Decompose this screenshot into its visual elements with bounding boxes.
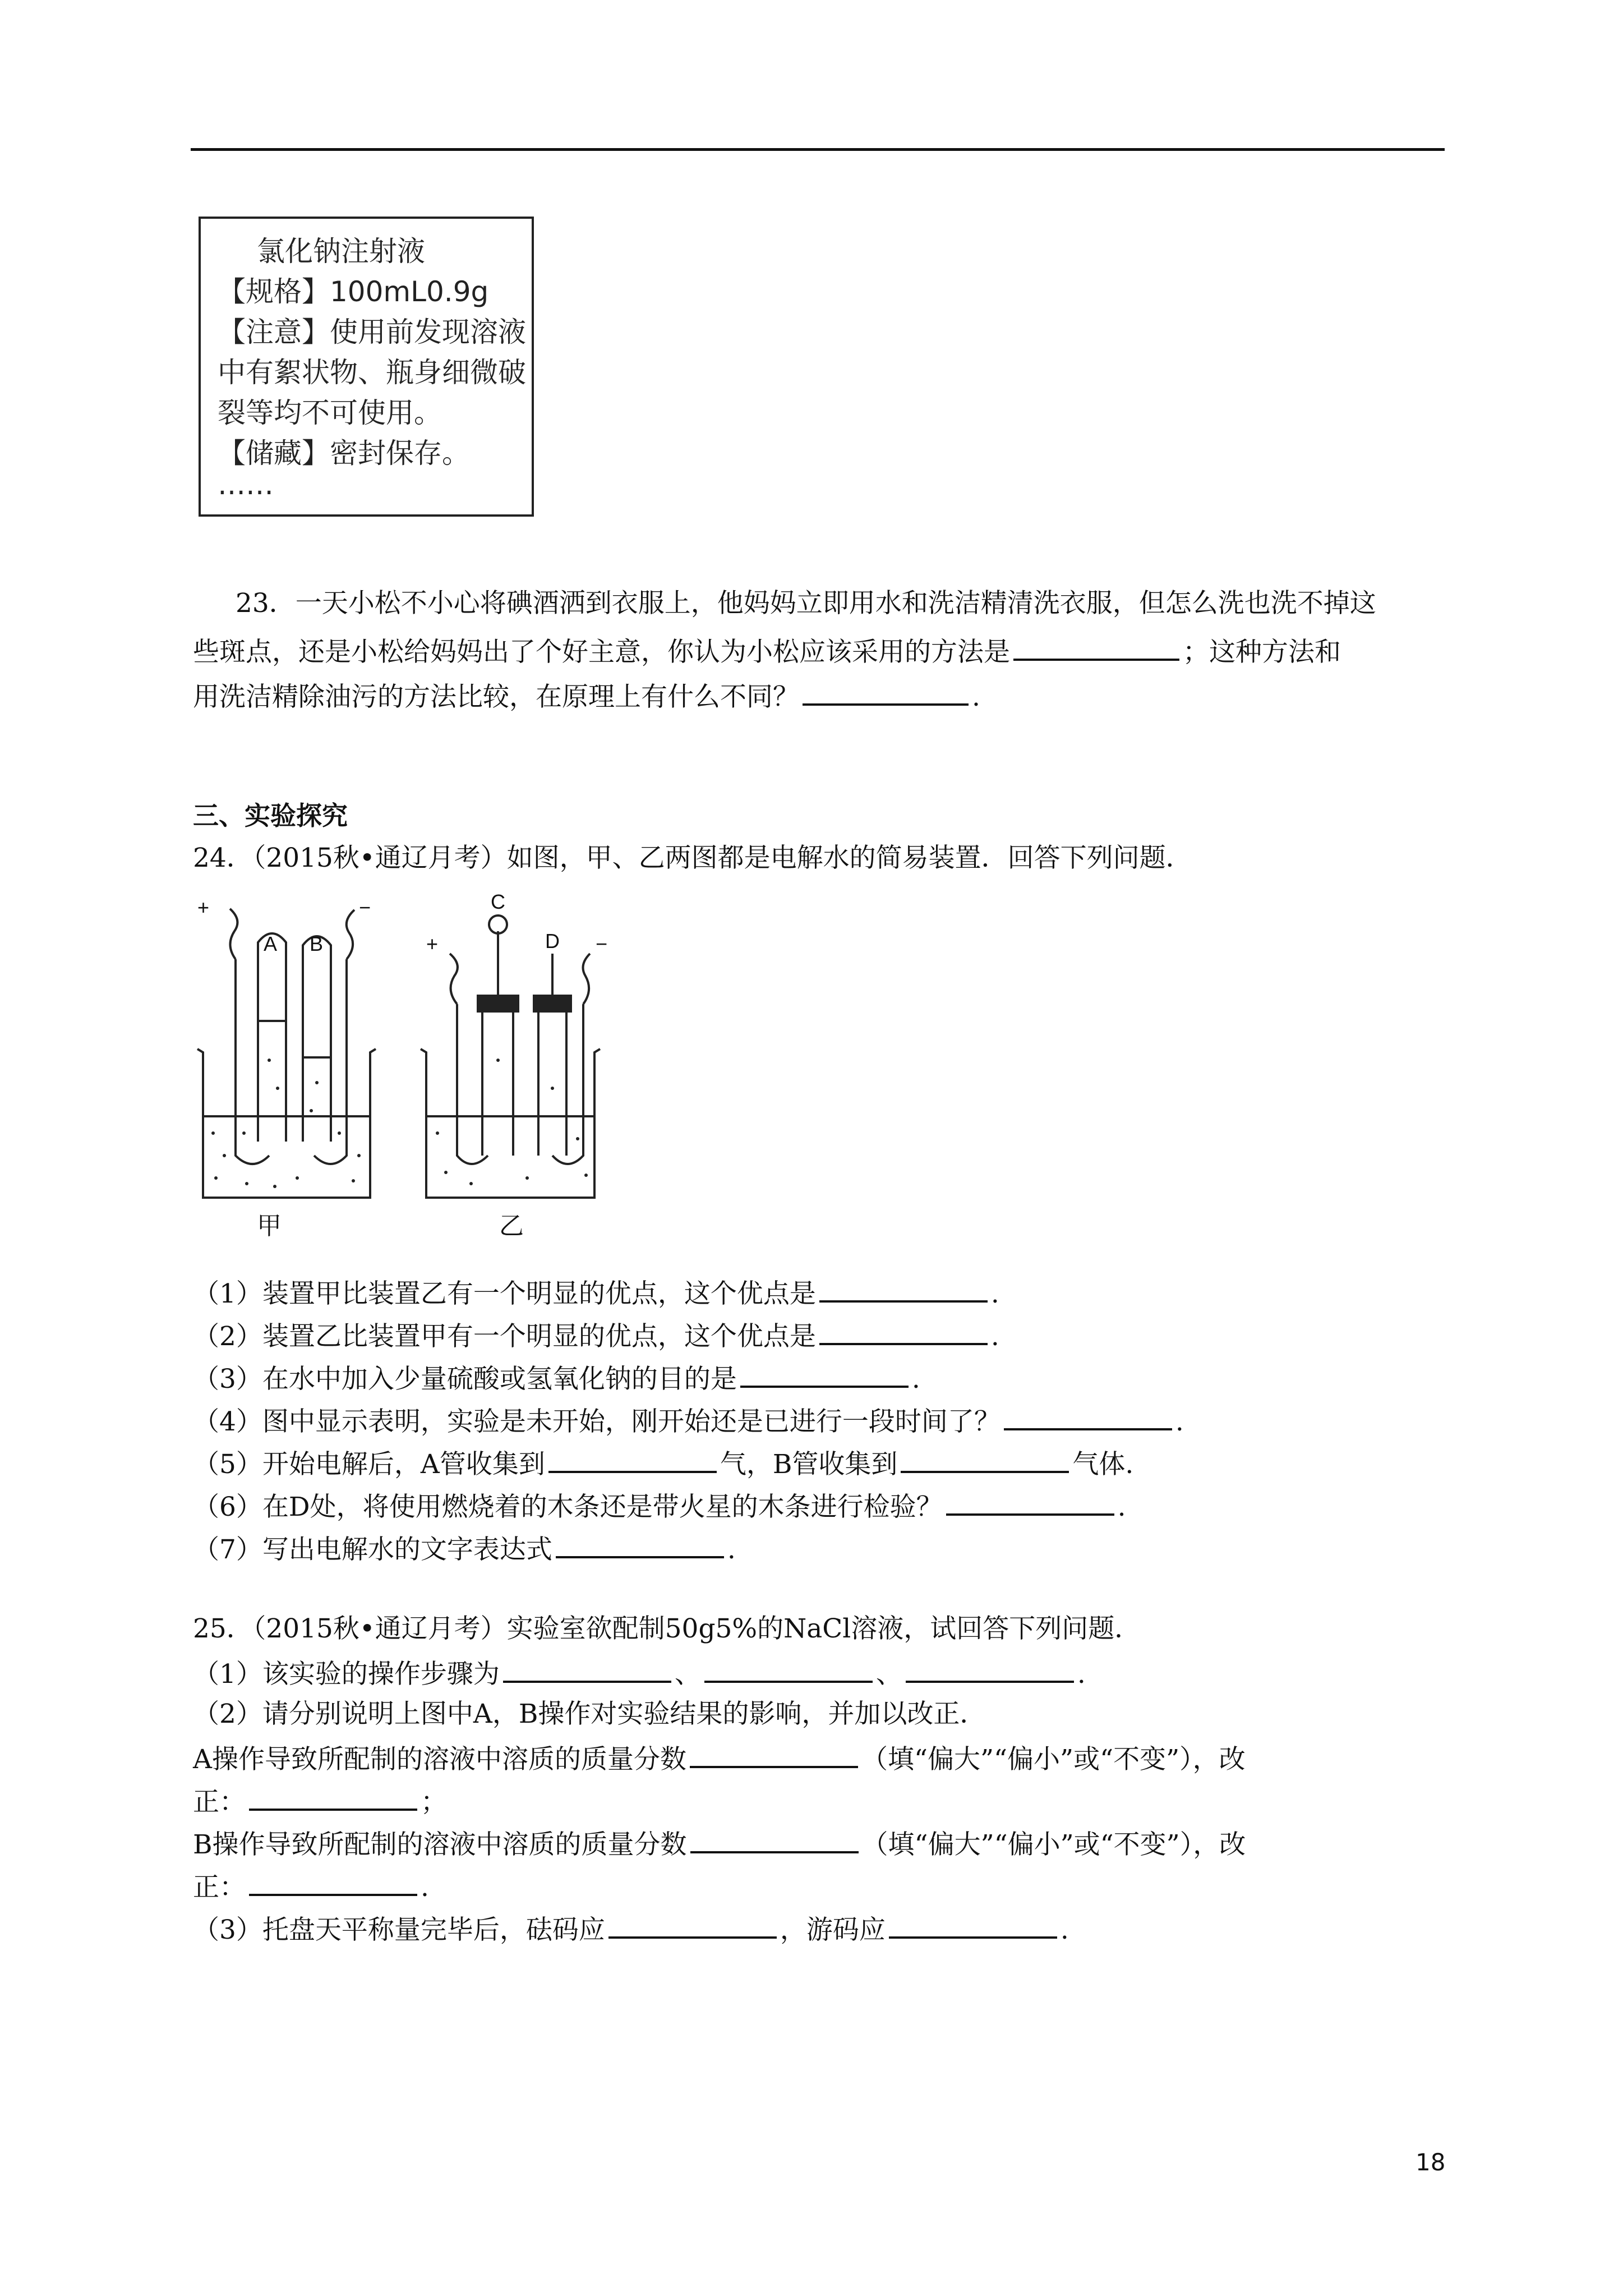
q24-item-5: （5）开始电解后，A管收集到 气，B管收集到 气体. [193, 1445, 1133, 1481]
saline-label-box [199, 217, 534, 517]
q23-line-3: 用洗洁精除油污的方法比较，在原理上有什么不同？ . [193, 678, 980, 714]
q24-blank-2[interactable] [819, 1317, 988, 1345]
q25-a-fix: 正： ； [193, 1783, 447, 1819]
q24-blank-1[interactable] [819, 1274, 988, 1303]
tube-a [258, 933, 286, 1142]
q25-b-fix: 正： . [193, 1868, 429, 1904]
figure-caption-yi: 乙 [499, 1212, 524, 1240]
q24-item-2: （2）装置乙比装置甲有一个明显的优点，这个优点是 . [193, 1317, 999, 1354]
q24-blank-6[interactable] [946, 1488, 1114, 1516]
q25-step-blank-1[interactable] [503, 1655, 671, 1683]
label-note-3: 裂等均不可使用。 [218, 397, 442, 429]
q24-blank-7[interactable] [556, 1530, 724, 1558]
q25-b-line: B操作导致所配制的溶液中溶质的质量分数 （填“偏大”“偏小”或“不变”），改 [193, 1825, 1246, 1862]
q24-item-6: （6）在D处，将使用燃烧着的木条还是带火星的木条进行检验？ . [193, 1488, 1126, 1524]
q25-step-blank-2[interactable] [704, 1655, 873, 1683]
tube-label-b: B [310, 932, 324, 955]
tube-b [303, 936, 331, 1142]
electrolysis-figure [191, 892, 617, 1251]
tube-label-a: A [264, 932, 278, 955]
q25-part-2: （2）请分别说明上图中A，B操作对实验结果的影响，并加以改正． [193, 1699, 986, 1729]
q24-item-3: （3）在水中加入少量硫酸或氢氧化钠的目的是 . [193, 1360, 920, 1396]
plus-sign-jia: + [197, 896, 210, 919]
q24-blank-5a[interactable] [548, 1445, 717, 1473]
q24-blank-5b[interactable] [901, 1445, 1069, 1473]
tube-label-c: C [491, 892, 505, 913]
q25-a-fix-blank[interactable] [249, 1783, 417, 1811]
q23-answer-blank-1[interactable] [1013, 633, 1179, 661]
q23-line-2: 些斑点，还是小松给妈妈出了个好主意，你认为小松应该采用的方法是 ；这种方法和 [193, 633, 1341, 669]
label-note-2: 中有絮状物、瓶身细微破 [218, 356, 526, 389]
q25-a-line: A操作导致所配制的溶液中溶质的质量分数 （填“偏大”“偏小”或“不变”），改 [193, 1740, 1246, 1777]
q25-stem: 25．（2015秋•通辽月考）实验室欲配制50g5%的NaCl溶液，试回答下列问题． [193, 1613, 1141, 1644]
page-number: 18 [1415, 2148, 1446, 2176]
label-spec: 【规格】100mL0.9g [218, 275, 489, 308]
q25-a-blank[interactable] [690, 1740, 858, 1768]
q23-line-1: 23．一天小松不小心将碘酒洒到衣服上，他妈妈立即用水和洗洁精清洗衣服，但怎么洗也洗不掉这 [236, 588, 1376, 619]
beaker-yi [421, 1049, 600, 1198]
section-title: 三、实验探究 [193, 800, 348, 831]
minus-sign-jia: − [359, 896, 371, 919]
q25-part-3: （3）托盘天平称量完毕后，砝码应 ，游码应 . [193, 1911, 1069, 1947]
tube-label-d: D [545, 930, 560, 953]
minus-sign-yi: − [596, 932, 608, 955]
q24-item-4: （4）图中显示表明，实验是未开始，刚开始还是已进行一段时间了？ . [193, 1402, 1184, 1439]
figure-caption-jia: 甲 [257, 1212, 282, 1240]
q25-b-blank[interactable] [690, 1825, 859, 1853]
q23-answer-blank-2[interactable] [803, 678, 969, 706]
plus-sign-yi: + [426, 932, 439, 955]
label-ellipsis: …… [218, 468, 274, 501]
label-title: 氯化钠注射液 [257, 235, 425, 268]
q24-item-7: （7）写出电解水的文字表达式 . [193, 1530, 736, 1567]
q25-part-1: （1）该实验的操作步骤为 、 、 . [193, 1655, 1086, 1691]
q25-rider-blank[interactable] [889, 1911, 1057, 1939]
q24-blank-3[interactable] [740, 1360, 909, 1388]
q24-stem: 24．（2015秋•通辽月考）如图，甲、乙两图都是电解水的简易装置．回答下列问题． [193, 843, 1192, 873]
q24-item-1: （1）装置甲比装置乙有一个明显的优点，这个优点是 . [193, 1274, 999, 1311]
q25-weights-blank[interactable] [608, 1911, 777, 1939]
q25-step-blank-3[interactable] [906, 1655, 1074, 1683]
header-rule [191, 148, 1445, 151]
label-storage: 【储藏】密封保存。 [218, 437, 470, 470]
q24-blank-4[interactable] [1004, 1402, 1172, 1430]
q25-b-fix-blank[interactable] [249, 1868, 417, 1896]
label-note-1: 【注意】使用前发现溶液 [218, 316, 526, 348]
